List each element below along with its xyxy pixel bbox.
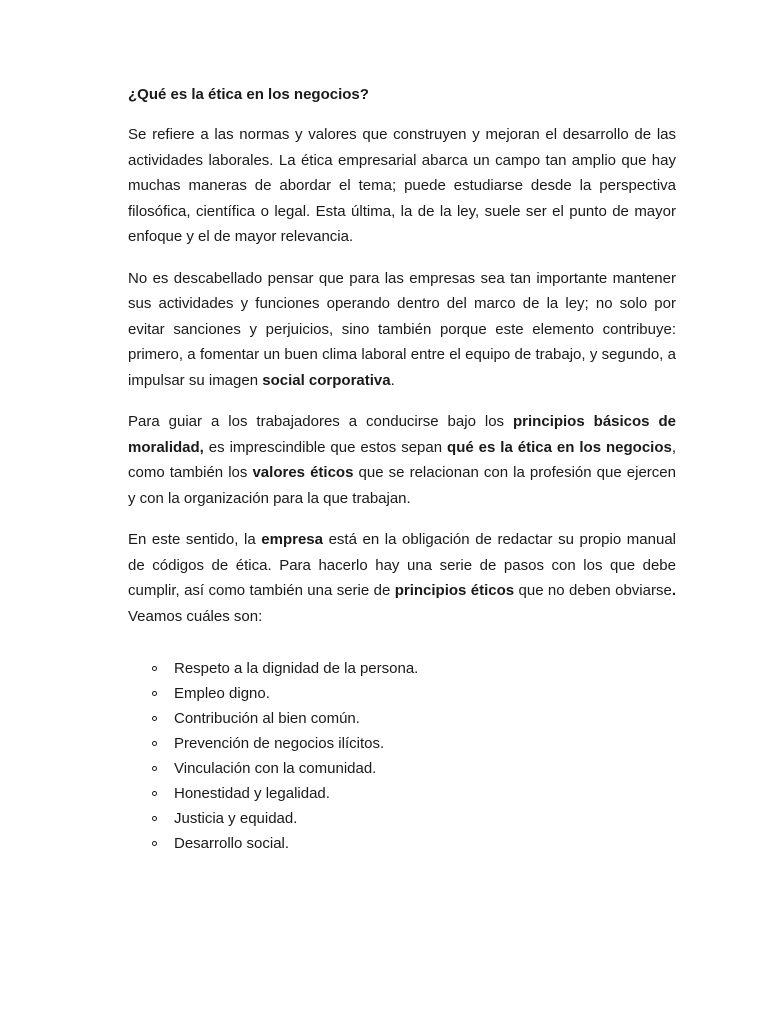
bold-phrase: social corporativa — [262, 371, 391, 389]
list-item-text: Respeto a la dignidad de la persona. — [174, 660, 419, 677]
list-item — [128, 831, 676, 856]
list-item-text: Desarrollo social. — [174, 835, 290, 852]
paragraph-3 — [128, 409, 676, 511]
list-item — [128, 706, 676, 731]
list-item — [128, 756, 676, 781]
list-item-text: Justicia y equidad. — [174, 810, 298, 827]
list-item — [128, 731, 676, 756]
list-item — [128, 781, 676, 806]
bold-phrase: qué es la ética en los negocios — [447, 438, 672, 456]
list-item-text: Prevención de negocios ilícitos. — [174, 735, 385, 752]
hollow-bullet-icon — [152, 791, 157, 796]
paragraph-text: Para guiar a los trabajadores a conducirse bajo los — [128, 413, 514, 430]
hollow-bullet-icon — [152, 741, 157, 746]
document-page — [128, 84, 676, 856]
hollow-bullet-icon — [152, 816, 157, 821]
paragraph-text: que se relacionan con la profesión que ejercen y con la organización para la que trabajan. — [128, 464, 676, 507]
document-heading: ¿Qué es la ética en los negocios? — [128, 86, 369, 103]
paragraph-text: , como también los — [128, 438, 677, 481]
paragraph-2 — [128, 266, 676, 394]
bold-phrase: . — [671, 582, 676, 599]
paragraph-text: está en la obligación de redactar su propio manual de códigos de ética. Para hacerlo hay una serie de pasos con los que debe cumplir, así como también una serie de — [128, 531, 676, 599]
list-item — [128, 681, 676, 706]
paragraph-text: Se refiere a las normas y valores que construyen y mejoran el desarrollo de las actividades laborales. La ética empresarial abarca un campo tan amplio que hay muchas maneras de abordar el tema; puede estudiarse desde la perspectiva filosófica, científica o legal. Esta última, la de la ley, suele ser el punto de mayor enfoque y el de mayor relevancia. — [128, 126, 676, 245]
list-item-text: Contribución al bien común. — [174, 710, 360, 727]
paragraph-1 — [128, 122, 676, 250]
paragraph-text: Veamos cuáles son: — [128, 607, 263, 625]
paragraph-text: No es descabellado pensar que para las empresas sea tan importante mantener sus actividades y funciones operando dentro del marco de la ley; no solo por evitar sanciones y perjuicios, sino también porque este elemento contribuye: primero, a fomentar un buen clima laboral entre el equipo de trabajo, y segundo, a impulsar su imagen — [128, 269, 676, 389]
bold-phrase: valores éticos — [252, 464, 354, 481]
hollow-bullet-icon — [152, 716, 157, 721]
hollow-bullet-icon — [152, 841, 157, 846]
list-item — [128, 806, 676, 831]
paragraph-text: . — [390, 371, 395, 389]
paragraph-text: es imprescindible que estos sepan — [203, 438, 448, 456]
hollow-bullet-icon — [152, 666, 157, 671]
list-item-text: Empleo digno. — [174, 685, 270, 702]
bold-phrase: principios éticos — [394, 582, 515, 599]
list-item — [128, 656, 676, 681]
principles-list — [128, 656, 676, 856]
paragraph-text: que no deben obviarse — [514, 582, 672, 599]
bold-phrase: principios básicos de moralidad, — [128, 413, 676, 456]
list-item-text: Honestidad y legalidad. — [174, 785, 330, 802]
paragraph-text: En este sentido, la — [128, 531, 262, 548]
hollow-bullet-icon — [152, 691, 157, 696]
paragraph-4 — [128, 527, 676, 629]
list-item-text: Vinculación con la comunidad. — [174, 760, 377, 777]
bold-phrase: empresa — [261, 531, 323, 548]
document-body — [128, 122, 676, 629]
hollow-bullet-icon — [152, 766, 157, 771]
